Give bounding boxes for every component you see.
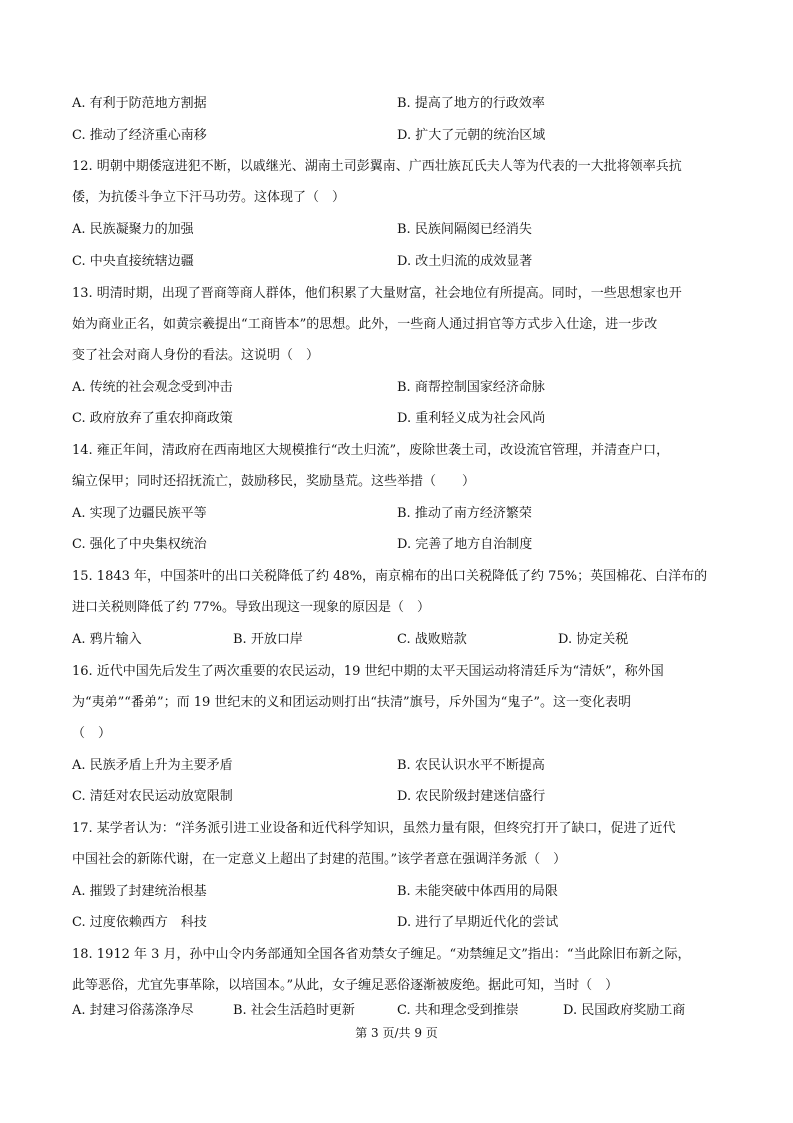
q15-stem-line-2: 进口关税则降低了约 77%。导致出现这一现象的原因是（ ） xyxy=(72,600,431,615)
q13-stem-line-3: 变了社会对商人身份的看法。这说明（ ） xyxy=(72,348,320,363)
q11-option-a: A. 有利于防范地方割据 xyxy=(72,96,207,111)
q12-option-c: C. 中央直接统辖边疆 xyxy=(72,254,194,269)
q16-option-a: A. 民族矛盾上升为主要矛盾 xyxy=(72,758,233,773)
q17-option-b: B. 未能突破中体西用的局限 xyxy=(397,884,558,899)
q16-stem-line-1: 16. 近代中国先后发生了两次重要的农民运动，19 世纪中期的太平天国运动将清廷斥为“清妖”，称外国 xyxy=(72,664,664,679)
q18-option-a: A. 封建习俗荡涤净尽 xyxy=(72,1003,194,1018)
q15-option-b: B. 开放口岸 xyxy=(233,632,303,647)
q15-option-d: D. 协定关税 xyxy=(558,632,629,647)
q16-option-d: D. 农民阶级封建迷信盛行 xyxy=(397,789,546,804)
q12-option-a: A. 民族凝聚力的加强 xyxy=(72,222,194,237)
q11-option-d: D. 扩大了元朝的统治区域 xyxy=(397,128,546,143)
q17-stem-line-1: 17. 某学者认为：“洋务派引进工业设备和近代科学知识，虽然力量有限，但终究打开了缺口，促进了近代 xyxy=(72,821,676,836)
q13-option-a: A. 传统的社会观念受到冲击 xyxy=(72,380,233,395)
q16-option-c: C. 清廷对农民运动放宽限制 xyxy=(72,789,233,804)
q17-option-d: D. 进行了早期近代化的尝试 xyxy=(397,915,559,930)
q16-stem-line-2: 为“夷弟”“番弟”；而 19 世纪末的义和团运动则打出“扶清”旗号，斥外国为“鬼子”。这一变化表明 xyxy=(72,695,631,710)
q12-stem-line-1: 12. 明朝中期倭寇进犯不断，以戚继光、湖南土司彭翼南、广西壮族瓦氏夫人等为代表的一大批将领率兵抗 xyxy=(72,159,682,174)
q16-stem-line-3: （ ） xyxy=(72,726,112,741)
q12-stem-line-2: 倭，为抗倭斗争立下汗马功劳。这体现了（ ） xyxy=(72,190,346,205)
q17-option-a: A. 摧毁了封建统治根基 xyxy=(72,884,207,899)
q18-stem-line-2: 此等恶俗，尤宜先事革除，以培国本。”从此，女子缠足恶俗逐渐被废绝。据此可知，当时（ ） xyxy=(72,978,619,993)
q14-option-b: B. 推动了南方经济繁荣 xyxy=(397,506,532,521)
q15-stem-line-1: 15. 1843 年，中国茶叶的出口关税降低了约 48%，南京棉布的出口关税降低了约 75%；英国棉花、白洋布的 xyxy=(72,569,708,584)
q17-stem-line-2: 中国社会的新陈代谢，在一定意义上超出了封建的范围。”该学者意在强调洋务派（ ） xyxy=(72,852,567,867)
q18-option-b: B. 社会生活趋时更新 xyxy=(233,1003,355,1018)
q16-option-b: B. 农民认识水平不断提高 xyxy=(397,758,545,773)
q14-stem-line-1: 14. 雍正年间，清政府在西南地区大规模推行“改土归流”，废除世袭土司，改设流官管理，并清查户口， xyxy=(72,443,670,458)
q13-option-c: C. 政府放弃了重农抑商政策 xyxy=(72,411,233,426)
q13-option-b: B. 商帮控制国家经济命脉 xyxy=(397,380,545,395)
q14-option-a: A. 实现了边疆民族平等 xyxy=(72,506,207,521)
q13-stem-line-2: 始为商业正名，如黄宗羲提出“工商皆本”的思想。此外，一些商人通过捐官等方式步入仕途，进一步改 xyxy=(72,317,658,332)
q17-option-c: C. 过度依赖西方 科技 xyxy=(72,915,207,930)
q13-option-d: D. 重利轻义成为社会风尚 xyxy=(397,411,546,426)
q11-option-c: C. 推动了经济重心南移 xyxy=(72,128,207,143)
q12-option-b: B. 民族间隔阂已经消失 xyxy=(397,222,532,237)
q13-stem-line-1: 13. 明清时期，出现了晋商等商人群体，他们积累了大量财富，社会地位有所提高。同时，一些思想家也开 xyxy=(72,286,682,301)
q14-stem-line-2: 编立保甲；同时还招抚流亡，鼓励移民，奖励垦荒。这些举措（ ） xyxy=(72,474,476,489)
q15-option-a: A. 鸦片输入 xyxy=(72,632,142,647)
q18-stem-line-1: 18. 1912 年 3 月，孙中山令内务部通知全国各省劝禁女子缠足。“劝禁缠足文”指出：“当此除旧布新之际， xyxy=(72,947,691,962)
q15-option-c: C. 战败赔款 xyxy=(397,632,467,647)
page-number: 第 3 页/共 9 页 xyxy=(355,1026,438,1040)
q18-option-c: C. 共和理念受到推崇 xyxy=(397,1003,519,1018)
q12-option-d: D. 改土归流的成效显著 xyxy=(397,254,533,269)
q14-option-d: D. 完善了地方自治制度 xyxy=(397,537,533,552)
q18-option-d: D. 民国政府奖励工商 xyxy=(563,1003,686,1018)
q14-option-c: C. 强化了中央集权统治 xyxy=(72,537,207,552)
q11-option-b: B. 提高了地方的行政效率 xyxy=(397,96,545,111)
